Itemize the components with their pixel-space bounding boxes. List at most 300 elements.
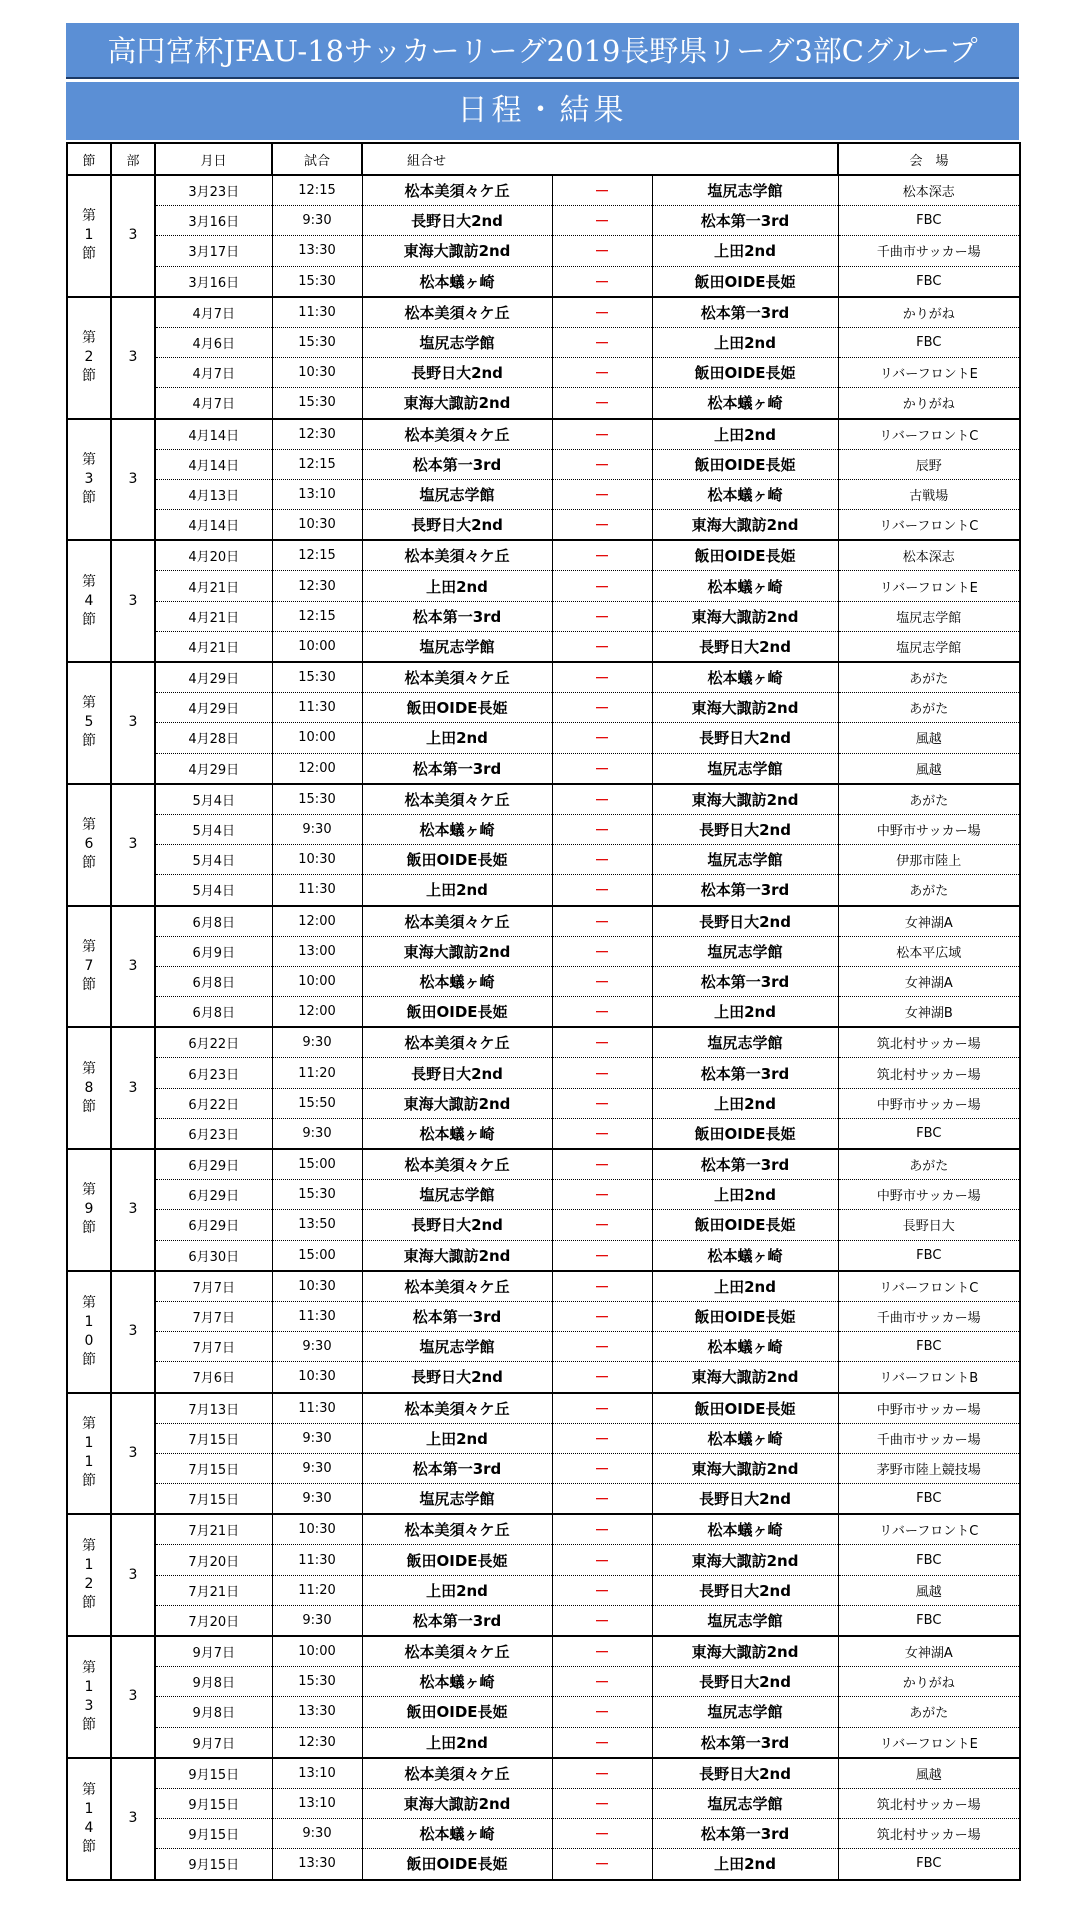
venue: あがた bbox=[838, 875, 1020, 906]
match-row bbox=[67, 1149, 1020, 1180]
versus-dash: － bbox=[552, 997, 652, 1028]
match-row bbox=[67, 753, 1020, 784]
match-row bbox=[67, 1697, 1020, 1727]
home-team: 塩尻志学館 bbox=[362, 1332, 552, 1362]
away-team: 東海大諏訪2nd bbox=[652, 1545, 838, 1575]
home-team: 松本美須々ケ丘 bbox=[362, 1636, 552, 1667]
home-team: 塩尻志学館 bbox=[362, 1180, 552, 1210]
venue: リバーフロントB bbox=[838, 1362, 1020, 1393]
venue: 風越 bbox=[838, 723, 1020, 753]
versus-dash: － bbox=[552, 479, 652, 509]
away-team: 飯田OIDE長姫 bbox=[652, 449, 838, 479]
match-date: 7月15日 bbox=[155, 1423, 272, 1453]
division-number: 3 bbox=[111, 419, 155, 541]
match-date: 9月8日 bbox=[155, 1697, 272, 1727]
match-time: 11:30 bbox=[272, 1393, 362, 1424]
home-team: 上田2nd bbox=[362, 1727, 552, 1758]
away-team: 上田2nd bbox=[652, 1271, 838, 1302]
match-time: 15:30 bbox=[272, 1180, 362, 1210]
home-team: 長野日大2nd bbox=[362, 358, 552, 388]
match-row bbox=[67, 1636, 1020, 1667]
venue: 中野市サッカー場 bbox=[838, 814, 1020, 844]
division-number: 3 bbox=[111, 784, 155, 906]
home-team: 松本美須々ケ丘 bbox=[362, 175, 552, 206]
match-date: 5月4日 bbox=[155, 845, 272, 875]
division-number: 3 bbox=[111, 1271, 155, 1393]
match-row bbox=[67, 1849, 1020, 1880]
away-team: 松本第一3rd bbox=[652, 206, 838, 236]
versus-dash: － bbox=[552, 662, 652, 693]
versus-dash: － bbox=[552, 571, 652, 601]
match-time: 13:30 bbox=[272, 1697, 362, 1727]
away-team: 上田2nd bbox=[652, 1088, 838, 1118]
venue: リバーフロントE bbox=[838, 571, 1020, 601]
match-row bbox=[67, 540, 1020, 571]
home-team: 松本第一3rd bbox=[362, 753, 552, 784]
match-date: 6月29日 bbox=[155, 1149, 272, 1180]
match-row bbox=[67, 1362, 1020, 1393]
match-row bbox=[67, 784, 1020, 815]
match-time: 13:10 bbox=[272, 479, 362, 509]
away-team: 松本第一3rd bbox=[652, 1819, 838, 1849]
home-team: 松本美須々ケ丘 bbox=[362, 1149, 552, 1180]
venue: FBC bbox=[838, 327, 1020, 357]
versus-dash: － bbox=[552, 1271, 652, 1302]
venue: FBC bbox=[838, 1118, 1020, 1149]
venue: 茅野市陸上競技場 bbox=[838, 1453, 1020, 1483]
match-date: 7月7日 bbox=[155, 1332, 272, 1362]
match-time: 10:00 bbox=[272, 631, 362, 662]
match-row bbox=[67, 297, 1020, 328]
match-row bbox=[67, 1271, 1020, 1302]
match-row bbox=[67, 693, 1020, 723]
away-team: 飯田OIDE長姫 bbox=[652, 1118, 838, 1149]
match-date: 4月7日 bbox=[155, 358, 272, 388]
versus-dash: － bbox=[552, 1788, 652, 1818]
match-date: 6月23日 bbox=[155, 1058, 272, 1088]
away-team: 東海大諏訪2nd bbox=[652, 1362, 838, 1393]
versus-dash: － bbox=[552, 1027, 652, 1058]
away-team: 飯田OIDE長姫 bbox=[652, 358, 838, 388]
header-row bbox=[67, 143, 1020, 175]
match-row bbox=[67, 1545, 1020, 1575]
match-row bbox=[67, 601, 1020, 631]
versus-dash: － bbox=[552, 266, 652, 297]
match-time: 11:30 bbox=[272, 1545, 362, 1575]
home-team: 東海大諏訪2nd bbox=[362, 936, 552, 966]
home-team: 塩尻志学館 bbox=[362, 479, 552, 509]
home-team: 松本蟻ヶ崎 bbox=[362, 266, 552, 297]
venue: 松本深志 bbox=[838, 175, 1020, 206]
away-team: 松本第一3rd bbox=[652, 1727, 838, 1758]
division-number: 3 bbox=[111, 906, 155, 1028]
match-date: 5月4日 bbox=[155, 814, 272, 844]
venue: 女神湖A bbox=[838, 1636, 1020, 1667]
home-team: 飯田OIDE長姫 bbox=[362, 1545, 552, 1575]
away-team: 東海大諏訪2nd bbox=[652, 510, 838, 541]
away-team: 長野日大2nd bbox=[652, 814, 838, 844]
match-row bbox=[67, 1788, 1020, 1818]
match-date: 7月21日 bbox=[155, 1575, 272, 1605]
match-time: 13:30 bbox=[272, 1849, 362, 1880]
match-time: 12:00 bbox=[272, 753, 362, 784]
away-team: 長野日大2nd bbox=[652, 906, 838, 937]
match-time: 13:30 bbox=[272, 236, 362, 266]
match-row bbox=[67, 206, 1020, 236]
match-time: 15:30 bbox=[272, 388, 362, 419]
match-time: 10:00 bbox=[272, 1636, 362, 1667]
match-row bbox=[67, 1575, 1020, 1605]
match-date: 4月29日 bbox=[155, 753, 272, 784]
match-time: 10:30 bbox=[272, 1271, 362, 1302]
schedule-table bbox=[66, 142, 1021, 1881]
match-row bbox=[67, 1758, 1020, 1789]
match-time: 9:30 bbox=[272, 1118, 362, 1149]
home-team: 松本美須々ケ丘 bbox=[362, 1271, 552, 1302]
match-row bbox=[67, 571, 1020, 601]
venue: 風越 bbox=[838, 1575, 1020, 1605]
venue: 女神湖A bbox=[838, 906, 1020, 937]
match-time: 11:20 bbox=[272, 1058, 362, 1088]
versus-dash: － bbox=[552, 1758, 652, 1789]
away-team: 松本第一3rd bbox=[652, 875, 838, 906]
away-team: 長野日大2nd bbox=[652, 1667, 838, 1697]
away-team: 塩尻志学館 bbox=[652, 936, 838, 966]
header-venue: 会 場 bbox=[838, 143, 1020, 175]
section-label: 第 4 節 bbox=[67, 540, 111, 662]
match-time: 15:50 bbox=[272, 1088, 362, 1118]
match-row bbox=[67, 814, 1020, 844]
match-time: 15:30 bbox=[272, 784, 362, 815]
home-team: 飯田OIDE長姫 bbox=[362, 1697, 552, 1727]
division-number: 3 bbox=[111, 662, 155, 784]
match-time: 9:30 bbox=[272, 1332, 362, 1362]
match-time: 10:30 bbox=[272, 358, 362, 388]
match-time: 10:30 bbox=[272, 1362, 362, 1393]
versus-dash: － bbox=[552, 388, 652, 419]
away-team: 松本第一3rd bbox=[652, 966, 838, 996]
match-time: 15:30 bbox=[272, 662, 362, 693]
match-time: 15:30 bbox=[272, 266, 362, 297]
venue: FBC bbox=[838, 1605, 1020, 1636]
versus-dash: － bbox=[552, 601, 652, 631]
match-date: 7月7日 bbox=[155, 1271, 272, 1302]
home-team: 松本第一3rd bbox=[362, 449, 552, 479]
versus-dash: － bbox=[552, 206, 652, 236]
match-time: 12:15 bbox=[272, 175, 362, 206]
venue: 塩尻志学館 bbox=[838, 601, 1020, 631]
division-number: 3 bbox=[111, 1027, 155, 1149]
section-label: 第 3 節 bbox=[67, 419, 111, 541]
match-date: 7月15日 bbox=[155, 1484, 272, 1515]
home-team: 東海大諏訪2nd bbox=[362, 1788, 552, 1818]
match-date: 9月15日 bbox=[155, 1758, 272, 1789]
header-section: 節 bbox=[67, 143, 111, 175]
match-time: 11:30 bbox=[272, 693, 362, 723]
match-date: 4月20日 bbox=[155, 540, 272, 571]
match-date: 9月7日 bbox=[155, 1636, 272, 1667]
match-row bbox=[67, 1301, 1020, 1331]
versus-dash: － bbox=[552, 1180, 652, 1210]
away-team: 長野日大2nd bbox=[652, 1484, 838, 1515]
versus-dash: － bbox=[552, 814, 652, 844]
section-label: 第 1 3 節 bbox=[67, 1636, 111, 1758]
match-time: 13:50 bbox=[272, 1210, 362, 1240]
venue: かりがね bbox=[838, 297, 1020, 328]
venue: 風越 bbox=[838, 1758, 1020, 1789]
venue: リバーフロントC bbox=[838, 419, 1020, 450]
home-team: 飯田OIDE長姫 bbox=[362, 1849, 552, 1880]
away-team: 東海大諏訪2nd bbox=[652, 784, 838, 815]
match-row bbox=[67, 966, 1020, 996]
match-row bbox=[67, 723, 1020, 753]
home-team: 松本美須々ケ丘 bbox=[362, 1514, 552, 1545]
match-time: 13:10 bbox=[272, 1758, 362, 1789]
home-team: 松本蟻ヶ崎 bbox=[362, 966, 552, 996]
match-row bbox=[67, 1332, 1020, 1362]
versus-dash: － bbox=[552, 540, 652, 571]
away-team: 飯田OIDE長姫 bbox=[652, 540, 838, 571]
away-team: 塩尻志学館 bbox=[652, 1027, 838, 1058]
versus-dash: － bbox=[552, 875, 652, 906]
home-team: 東海大諏訪2nd bbox=[362, 1240, 552, 1271]
venue: 松本深志 bbox=[838, 540, 1020, 571]
match-time: 12:30 bbox=[272, 571, 362, 601]
venue: 長野日大 bbox=[838, 1210, 1020, 1240]
versus-dash: － bbox=[552, 693, 652, 723]
division-number: 3 bbox=[111, 540, 155, 662]
match-date: 4月6日 bbox=[155, 327, 272, 357]
match-row bbox=[67, 1605, 1020, 1636]
match-row bbox=[67, 1727, 1020, 1758]
match-row bbox=[67, 327, 1020, 357]
header-date: 月日 bbox=[155, 143, 272, 175]
match-date: 6月22日 bbox=[155, 1027, 272, 1058]
home-team: 上田2nd bbox=[362, 875, 552, 906]
away-team: 松本蟻ヶ崎 bbox=[652, 571, 838, 601]
venue: 筑北村サッカー場 bbox=[838, 1819, 1020, 1849]
match-row bbox=[67, 1514, 1020, 1545]
away-team: 上田2nd bbox=[652, 997, 838, 1028]
venue: 筑北村サッカー場 bbox=[838, 1027, 1020, 1058]
section-label: 第 1 4 節 bbox=[67, 1758, 111, 1880]
home-team: 松本第一3rd bbox=[362, 601, 552, 631]
versus-dash: － bbox=[552, 631, 652, 662]
versus-dash: － bbox=[552, 1210, 652, 1240]
versus-dash: － bbox=[552, 845, 652, 875]
away-team: 長野日大2nd bbox=[652, 1575, 838, 1605]
match-time: 9:30 bbox=[272, 1423, 362, 1453]
away-team: 松本蟻ヶ崎 bbox=[652, 1423, 838, 1453]
match-row bbox=[67, 1393, 1020, 1424]
match-time: 11:30 bbox=[272, 297, 362, 328]
match-time: 12:30 bbox=[272, 1727, 362, 1758]
match-time: 15:00 bbox=[272, 1240, 362, 1271]
venue: 風越 bbox=[838, 753, 1020, 784]
venue: 伊那市陸上 bbox=[838, 845, 1020, 875]
venue: 千曲市サッカー場 bbox=[838, 236, 1020, 266]
match-row bbox=[67, 1088, 1020, 1118]
section-label: 第 9 節 bbox=[67, 1149, 111, 1271]
match-time: 11:20 bbox=[272, 1575, 362, 1605]
match-time: 9:30 bbox=[272, 1819, 362, 1849]
versus-dash: － bbox=[552, 419, 652, 450]
match-time: 9:30 bbox=[272, 1027, 362, 1058]
venue: あがた bbox=[838, 1697, 1020, 1727]
venue: あがた bbox=[838, 1149, 1020, 1180]
match-row bbox=[67, 936, 1020, 966]
versus-dash: － bbox=[552, 327, 652, 357]
home-team: 松本美須々ケ丘 bbox=[362, 662, 552, 693]
match-date: 4月21日 bbox=[155, 601, 272, 631]
venue: 千曲市サッカー場 bbox=[838, 1423, 1020, 1453]
match-date: 4月7日 bbox=[155, 388, 272, 419]
division-number: 3 bbox=[111, 1393, 155, 1515]
away-team: 飯田OIDE長姫 bbox=[652, 1301, 838, 1331]
section-label: 第 1 2 節 bbox=[67, 1514, 111, 1636]
match-date: 4月29日 bbox=[155, 662, 272, 693]
away-team: 松本蟻ヶ崎 bbox=[652, 1332, 838, 1362]
versus-dash: － bbox=[552, 1058, 652, 1088]
home-team: 松本第一3rd bbox=[362, 1301, 552, 1331]
match-date: 6月8日 bbox=[155, 966, 272, 996]
away-team: 東海大諏訪2nd bbox=[652, 601, 838, 631]
away-team: 上田2nd bbox=[652, 236, 838, 266]
match-row bbox=[67, 449, 1020, 479]
venue: FBC bbox=[838, 206, 1020, 236]
match-time: 13:00 bbox=[272, 936, 362, 966]
match-date: 3月16日 bbox=[155, 206, 272, 236]
home-team: 東海大諏訪2nd bbox=[362, 236, 552, 266]
match-time: 11:30 bbox=[272, 875, 362, 906]
match-row bbox=[67, 236, 1020, 266]
match-date: 4月28日 bbox=[155, 723, 272, 753]
away-team: 長野日大2nd bbox=[652, 631, 838, 662]
venue: 中野市サッカー場 bbox=[838, 1393, 1020, 1424]
versus-dash: － bbox=[552, 1423, 652, 1453]
home-team: 松本蟻ヶ崎 bbox=[362, 1819, 552, 1849]
venue: FBC bbox=[838, 1545, 1020, 1575]
match-date: 4月7日 bbox=[155, 297, 272, 328]
versus-dash: － bbox=[552, 723, 652, 753]
venue: 女神湖A bbox=[838, 966, 1020, 996]
versus-dash: － bbox=[552, 1697, 652, 1727]
home-team: 上田2nd bbox=[362, 1575, 552, 1605]
away-team: 東海大諏訪2nd bbox=[652, 1453, 838, 1483]
match-row bbox=[67, 662, 1020, 693]
match-date: 6月29日 bbox=[155, 1210, 272, 1240]
home-team: 長野日大2nd bbox=[362, 1362, 552, 1393]
match-row bbox=[67, 358, 1020, 388]
match-date: 6月30日 bbox=[155, 1240, 272, 1271]
match-row bbox=[67, 1180, 1020, 1210]
match-time: 12:15 bbox=[272, 601, 362, 631]
versus-dash: － bbox=[552, 1332, 652, 1362]
home-team: 上田2nd bbox=[362, 723, 552, 753]
venue: 松本平広域 bbox=[838, 936, 1020, 966]
match-date: 7月7日 bbox=[155, 1301, 272, 1331]
match-row bbox=[67, 845, 1020, 875]
venue: 中野市サッカー場 bbox=[838, 1180, 1020, 1210]
section-label: 第 8 節 bbox=[67, 1027, 111, 1149]
versus-dash: － bbox=[552, 1453, 652, 1483]
venue: かりがね bbox=[838, 388, 1020, 419]
match-time: 9:30 bbox=[272, 206, 362, 236]
versus-dash: － bbox=[552, 1849, 652, 1880]
match-time: 11:30 bbox=[272, 1301, 362, 1331]
match-row bbox=[67, 631, 1020, 662]
match-date: 9月15日 bbox=[155, 1819, 272, 1849]
match-row bbox=[67, 1027, 1020, 1058]
away-team: 東海大諏訪2nd bbox=[652, 1636, 838, 1667]
match-row bbox=[67, 479, 1020, 509]
match-row bbox=[67, 175, 1020, 206]
match-date: 4月21日 bbox=[155, 631, 272, 662]
match-row bbox=[67, 906, 1020, 937]
away-team: 塩尻志学館 bbox=[652, 1605, 838, 1636]
versus-dash: － bbox=[552, 1240, 652, 1271]
home-team: 長野日大2nd bbox=[362, 1058, 552, 1088]
home-team: 松本美須々ケ丘 bbox=[362, 1393, 552, 1424]
match-time: 10:30 bbox=[272, 845, 362, 875]
match-date: 3月16日 bbox=[155, 266, 272, 297]
match-date: 3月23日 bbox=[155, 175, 272, 206]
versus-dash: － bbox=[552, 358, 652, 388]
match-time: 10:30 bbox=[272, 510, 362, 541]
match-time: 15:30 bbox=[272, 327, 362, 357]
away-team: 塩尻志学館 bbox=[652, 175, 838, 206]
home-team: 松本美須々ケ丘 bbox=[362, 419, 552, 450]
away-team: 上田2nd bbox=[652, 327, 838, 357]
versus-dash: － bbox=[552, 236, 652, 266]
home-team: 飯田OIDE長姫 bbox=[362, 693, 552, 723]
match-time: 12:15 bbox=[272, 449, 362, 479]
match-row bbox=[67, 1118, 1020, 1149]
match-date: 4月13日 bbox=[155, 479, 272, 509]
division-number: 3 bbox=[111, 1636, 155, 1758]
match-date: 6月9日 bbox=[155, 936, 272, 966]
match-row bbox=[67, 1667, 1020, 1697]
home-team: 松本蟻ヶ崎 bbox=[362, 1118, 552, 1149]
match-time: 12:00 bbox=[272, 906, 362, 937]
venue: 千曲市サッカー場 bbox=[838, 1301, 1020, 1331]
match-time: 12:30 bbox=[272, 419, 362, 450]
division-number: 3 bbox=[111, 1149, 155, 1271]
versus-dash: － bbox=[552, 175, 652, 206]
match-date: 4月14日 bbox=[155, 510, 272, 541]
match-time: 13:10 bbox=[272, 1788, 362, 1818]
division-number: 3 bbox=[111, 175, 155, 297]
home-team: 松本美須々ケ丘 bbox=[362, 906, 552, 937]
versus-dash: － bbox=[552, 753, 652, 784]
division-number: 3 bbox=[111, 1514, 155, 1636]
section-label: 第 7 節 bbox=[67, 906, 111, 1028]
home-team: 塩尻志学館 bbox=[362, 327, 552, 357]
match-row bbox=[67, 875, 1020, 906]
away-team: 飯田OIDE長姫 bbox=[652, 266, 838, 297]
home-team: 松本美須々ケ丘 bbox=[362, 1027, 552, 1058]
venue: 中野市サッカー場 bbox=[838, 1088, 1020, 1118]
versus-dash: － bbox=[552, 510, 652, 541]
away-team: 上田2nd bbox=[652, 1180, 838, 1210]
match-date: 7月20日 bbox=[155, 1545, 272, 1575]
home-team: 松本第一3rd bbox=[362, 1453, 552, 1483]
venue: FBC bbox=[838, 266, 1020, 297]
away-team: 東海大諏訪2nd bbox=[652, 693, 838, 723]
venue: FBC bbox=[838, 1484, 1020, 1515]
versus-dash: － bbox=[552, 1727, 652, 1758]
match-time: 9:30 bbox=[272, 814, 362, 844]
